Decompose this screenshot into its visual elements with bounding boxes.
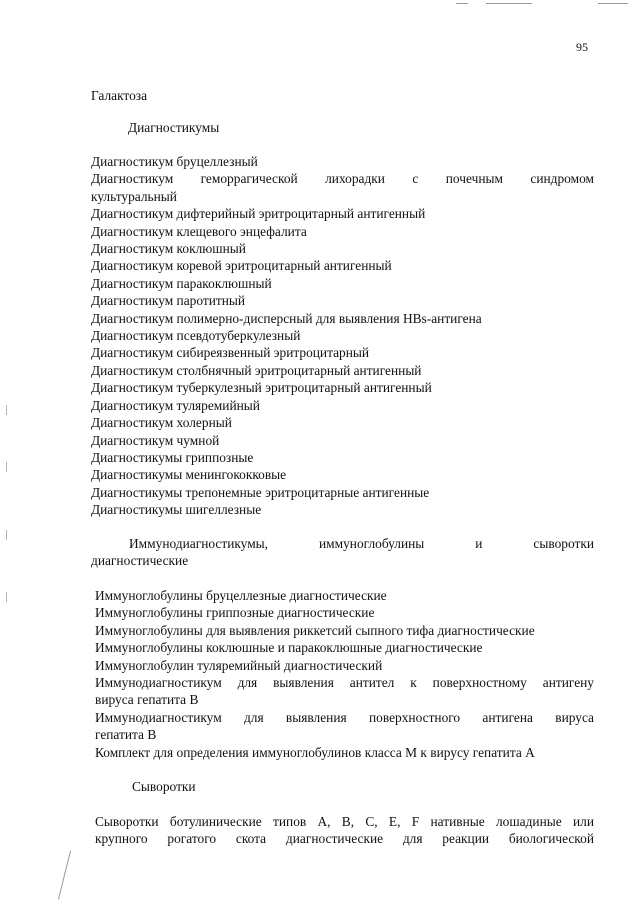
list-item: Диагностикум геморрагической лихорадки с почечным синдромом [91, 171, 594, 187]
serums-heading: Сыворотки [132, 779, 196, 794]
list-item: культуральный [91, 188, 177, 204]
diagnosticums-heading: Диагностикумы [128, 120, 220, 135]
list-item: Диагностикум бруцеллезный [91, 154, 258, 169]
scan-mark-top-2 [456, 3, 468, 4]
scan-edge-line [58, 851, 71, 900]
list-item: Иммуноглобулины гриппозные диагностические [95, 605, 375, 621]
diagnosticums-list [91, 153, 594, 519]
list-item: Диагностикум клещевого энцефалита [91, 223, 307, 239]
list-item: Иммуноглобулин туляремийный диагностический [95, 657, 383, 673]
list-item: Иммунодиагностикум для выявления поверхностного антигена вируса [95, 709, 594, 725]
margin-tick-4 [6, 592, 7, 602]
paragraph-line: Сыворотки ботулинические типов А, В, С, Е, F нативные лошадиные или [95, 814, 594, 829]
list-item: Диагностикум коревой эритроцитарный антигенный [91, 258, 392, 274]
immuno-list [95, 587, 594, 761]
paragraph-line: крупного рогатого скота диагностические для реакции биологической [95, 831, 594, 847]
immuno-heading-line2: диагностические [91, 553, 189, 569]
list-item: Диагностикум коклюшный [91, 241, 246, 257]
list-item: гепатита В [95, 727, 157, 743]
page-number: 95 [576, 40, 588, 54]
list-item: Иммунодиагностикум для выявления антител к поверхностному антигену [95, 675, 594, 691]
scan-mark-top-3 [598, 3, 628, 4]
immuno-heading-line1: Иммунодиагностикумы, иммуноглобулины и сыворотки [129, 536, 594, 551]
list-item: Диагностикумы шигеллезные [91, 502, 262, 518]
list-item: Иммуноглобулины коклюшные и паракоклюшные диагностические [95, 640, 483, 656]
list-item: Диагностикум псевдотуберкулезный [91, 328, 301, 344]
list-item: Диагностикум полимерно-дисперсный для выявления HBs-антигена [91, 310, 482, 326]
list-item: Диагностикум столбнячный эритроцитарный антигенный [91, 362, 422, 378]
list-item: Диагностикумы гриппозные [91, 449, 254, 465]
list-item: Диагностикум туляремийный [91, 397, 260, 413]
list-item: Диагностикум паракоклюшный [91, 275, 272, 291]
list-item: Диагностикум холерный [91, 415, 232, 431]
list-item: Диагностикумы трепонемные эритроцитарные антигенные [91, 484, 430, 500]
list-item: Диагностикум сибиреязвенный эритроцитарный [91, 345, 370, 361]
margin-tick-3 [6, 530, 7, 540]
list-item: Диагностикум туберкулезный эритроцитарный антигенный [91, 380, 432, 396]
galactose-heading: Галактоза [91, 88, 148, 103]
margin-tick-2 [6, 462, 7, 472]
immuno-heading [91, 535, 594, 570]
list-item: Диагностикум чумной [91, 432, 220, 448]
list-item: Диагностикумы менингококковые [91, 467, 287, 483]
scan-mark-top-1 [486, 3, 532, 4]
list-item: Диагностикум дифтерийный эритроцитарный антигенный [91, 206, 426, 222]
list-item: Комплект для определения иммуноглобулинов класса М к вирусу гепатита А [95, 744, 535, 760]
serums-paragraph [95, 813, 594, 848]
list-item: вируса гепатита В [95, 692, 199, 708]
list-item: Иммуноглобулины для выявления риккетсий сыпного тифа диагностические [95, 622, 535, 638]
margin-tick-1 [6, 405, 7, 415]
list-item: Диагностикум паротитный [91, 293, 246, 309]
list-item: Иммуноглобулины бруцеллезные диагностические [95, 588, 387, 603]
